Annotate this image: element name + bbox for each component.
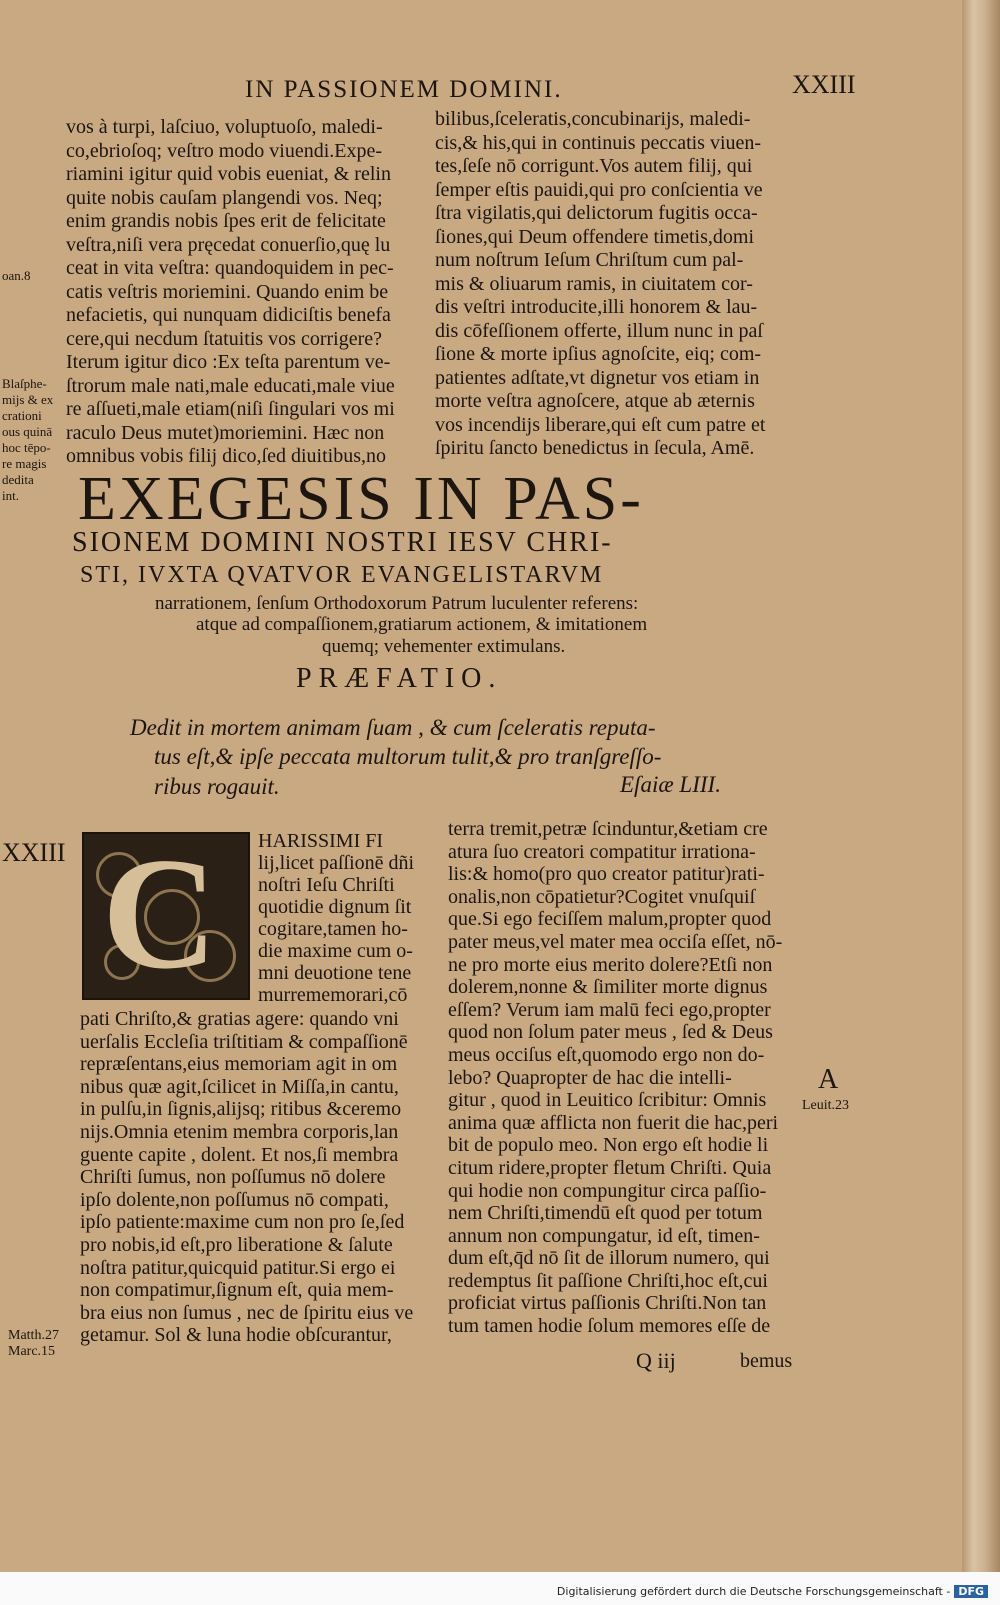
dfg-logo: DFG [954,1585,988,1598]
footer-text: Digitalisierung gefördert durch die Deutsche Forschungsgemeinschaft - [556,1585,951,1598]
text-line: proficiat virtus paſſionis Chriſti.Non tan [448,1292,767,1315]
text-line: ſtra vigilatis,qui delictorum fugitis occa- [435,202,758,224]
text-line: crationi [2,408,42,423]
footer-credit [557,1585,988,1598]
title-line-5: atque ad compaſſionem,gratiarum actionem, & imitationem [196,614,648,635]
epigraph-source: Eſaiæ LIII. [620,772,721,797]
text-line: mis & oliuarum ramis, in ciuitatem cor- [435,272,753,295]
epigraph-line-2: tus eſt,& ipſe peccata multorum tulit,& pro tranſgreſſo- [154,744,662,769]
text-line: qui hodie non compungitur circa paſſio- [448,1179,767,1202]
text-line: ſpiritu ſancto benedictus in ſecula, Amē. [435,437,755,459]
text-line: ne pro morte eius merito dolere?Etſi non [448,953,773,976]
left-margin-note [2,376,53,504]
text-line: pro nobis,id eſt,pro liberatione & ſalute [80,1233,393,1256]
text-line: quod non ſolum pater meus , ſed & Deus [448,1021,773,1044]
text-line: ſemper eſtis pauidi,qui pro conſcientia ve [435,178,763,201]
page-edge-stack [962,0,1000,1572]
text-line: vos incendijs liberare,qui eſt cum patre et [435,413,766,436]
text-line: cis,& his,qui in continuis peccatis viuen- [435,131,762,154]
text-line: eſſem? Verum iam malū feci ego,propter [448,998,771,1021]
text-line: dis veſtri introducite,illi honorem & lau- [435,296,758,318]
text-line: lis:& homo(pro quo creator patitur)rati- [448,863,765,886]
top-right-column [435,108,795,461]
text-line: bra eius non ſumus , nec de ſpiritu eius ve [80,1301,414,1324]
right-margin-letter: A [818,1064,839,1095]
text-line: morte veſtra agnoſcere, atque ab æternis [435,390,755,412]
catchword: bemus [740,1350,793,1372]
text-line: tum tamen hodie ſolum memores eſſe de [448,1315,771,1338]
text-line: dis cōfeſſionem offerte, illum nunc in paſ [435,319,763,342]
text-line: ſiones,qui Deum offendere timetis,domi [435,225,755,248]
text-line: getamur. Sol & luna hodie obſcurantur, [80,1324,392,1347]
text-line: repræſentans,eius memoriam agit in om [80,1053,398,1076]
text-line: oan.8 [2,268,31,283]
text-line: uerſalis Eccleſia triſtitiam & compaſſionē [80,1030,408,1053]
text-line: co,ebrioſoq; veſtro modo viuendi.Expe- [66,139,383,162]
epigraph-line-3: ribus rogauit. [154,774,280,799]
text-line: redemptus ſit paſſione Chriſti,hoc eſt,cui [448,1269,768,1292]
text-line: ſtrorum male nati,male educati,male viue [66,374,395,397]
text-line: mijs & ex [2,392,54,407]
left-margin-folio: XXIII [2,838,66,867]
top-left-column [66,116,421,469]
text-line: lebo? Quapropter de hac die intelli- [448,1066,732,1089]
text-line: bilibus,ſceleratis,concubinarijs, maledi- [435,108,751,130]
text-line: pati Chriſto,& gratias agere: quando vni [80,1008,399,1030]
text-line: dolerem,nonne & ſimiliter morte dignus [448,976,768,999]
text-line: Marc.15 [8,1344,56,1359]
text-line: quite nobis cauſam plangendi vos. Neq; [66,186,383,209]
text-line: nefacietis, qui nunquam didiciſtis benefa [66,304,391,326]
text-line: murrememorari,cō [258,984,408,1006]
text-line: tes,ſeſe nō corrigunt.Vos autem filij, qui [435,155,753,177]
text-line: lij,licet paſſionē dñi [258,852,415,874]
text-line: patientes adſtate,vt dignetur vos etiam in [435,366,760,389]
text-line: atura ſuo creatori compatitur irrationa- [448,840,756,863]
text-line: num noſtrum Ieſum Chriſtum cum pal- [435,249,744,271]
praefatio-heading: PRÆFATIO. [296,663,503,694]
text-line: ipſo dolente,non poſſumus nō compati, [80,1188,389,1211]
title-line-3: STI, IVXTA QVATVOR EVANGELISTARVM [80,562,604,588]
text-line: hoc tēpo- [2,440,51,455]
text-line: nibus quæ agit,ſcilicet in Miſſa,in cantu, [80,1075,399,1098]
folio-number: XXIII [792,70,856,99]
epigraph-line-1: Dedit in mortem animam ſuam , & cum ſceleratis reputa- [130,715,656,740]
text-line: mni deuotione tene [258,962,412,984]
body-right-column [448,818,808,1338]
title-line-2: SIONEM DOMINI NOSTRI IESV CHRI- [72,527,613,558]
text-line: raculo Deus mutet)moriemini. Hæc non [66,421,385,444]
text-line: bit de populo meo. Non ergo eſt hodie li [448,1134,769,1157]
title-line-6: quemq; vehementer extimulans. [322,636,566,657]
decorated-initial [82,832,250,1000]
text-line: gitur , quod in Leuitico ſcribitur: Omnis [448,1089,767,1112]
text-line: die maxime cum o- [258,940,413,962]
text-line: catis veſtris moriemini. Quando enim be [66,280,389,303]
text-line: que.Si ego feciſſem malum,propter quod [448,908,772,931]
text-line: veſtra,niſi vera pręcedat conuerſio,quę lu [66,233,391,256]
text-line: Matth.27 [8,1328,59,1343]
text-line: ceat in vita veſtra: quandoquidem in pec- [66,257,394,279]
text-line: vos à turpi, laſciuo, voluptuoſo, maledi- [66,116,383,138]
text-line: onalis,non cōpatietur?Cogitet vnuſquiſ [448,885,756,908]
text-line: Iterum igitur dico :Ex teſta parentum ve- [66,351,391,373]
text-line: meus occiſus eſt,quomodo ergo non do- [448,1043,765,1066]
right-margin-ref: Leuit.23 [802,1098,850,1113]
text-line: enim grandis nobis ſpes erit de felicitate [66,210,386,232]
text-line: ipſo patiente:maxime cum non pro ſe,ſed [80,1211,405,1234]
body-left-column [80,1008,432,1347]
drop-cap-letter: C [102,832,218,1000]
text-line: nem Chriſti,timendū eſt quod per totum [448,1202,763,1225]
text-line: re magis [2,456,47,471]
text-line: in pulſu,in ſignis,alijsq; ritibus &ceremo [80,1098,402,1121]
text-line: nijs.Omnia etenim membra corporis,lan [80,1120,399,1143]
text-line: annum non compungatur, id eſt, timen- [448,1224,760,1247]
text-line: dum eſt,q̄d nō ſit de illorum numero, qui [448,1247,770,1270]
text-line: re aſſueti,male etiam(niſi ſingulari vos mi [66,398,395,420]
text-line: ſione & morte ipſius agnoſcite, eiq; com- [435,343,762,365]
text-line: quotidie dignum ſit [258,896,412,918]
text-line: omnibus vobis filij dico,ſed diuitibus,no [66,445,386,467]
text-line: Chriſti ſumus, non poſſumus nō dolere [80,1166,386,1189]
text-line: citum ridere,propter fletum Chriſti. Quia [448,1156,772,1179]
left-margin-ref-matth [8,1328,59,1360]
text-line: cogitare,tamen ho- [258,918,408,940]
text-line: terra tremit,petræ ſcinduntur,&etiam cre [448,818,768,840]
text-line: riamini igitur quid vobis eueniat, & relin [66,163,391,185]
text-line: noſtri Ieſu Chriſti [258,874,395,896]
signature-mark: Q iij [636,1348,676,1373]
text-line: dedita [2,472,34,487]
title-line-4: narrationem, ſenſum Orthodoxorum Patrum luculenter referens: [155,593,639,614]
text-line: HARISSIMI FI [258,830,384,852]
text-line: guente capite , dolent. Et nos,ſi membra [80,1143,399,1166]
text-line: Blaſphe- [2,376,47,391]
text-line: int. [2,488,19,503]
text-line: non compatimur,ſignum eſt, quia mem- [80,1279,394,1302]
text-line: noſtra patitur,quicquid patitur.Si ergo ei [80,1256,396,1279]
running-title: IN PASSIONEM DOMINI. [245,76,563,103]
left-margin-ref-john [2,268,31,284]
text-line: anima quæ afflicta non fuerit die hac,peri [448,1111,779,1134]
body-beside-initial [258,830,428,1006]
text-line: ous quinā [2,424,53,439]
text-line: pater meus,vel mater mea occiſa eſſet, nō- [448,930,783,953]
title-line-1: EXEGESIS IN PAS- [78,465,644,533]
text-line: cere,qui necdum ſtatuitis vos corrigere? [66,327,382,350]
